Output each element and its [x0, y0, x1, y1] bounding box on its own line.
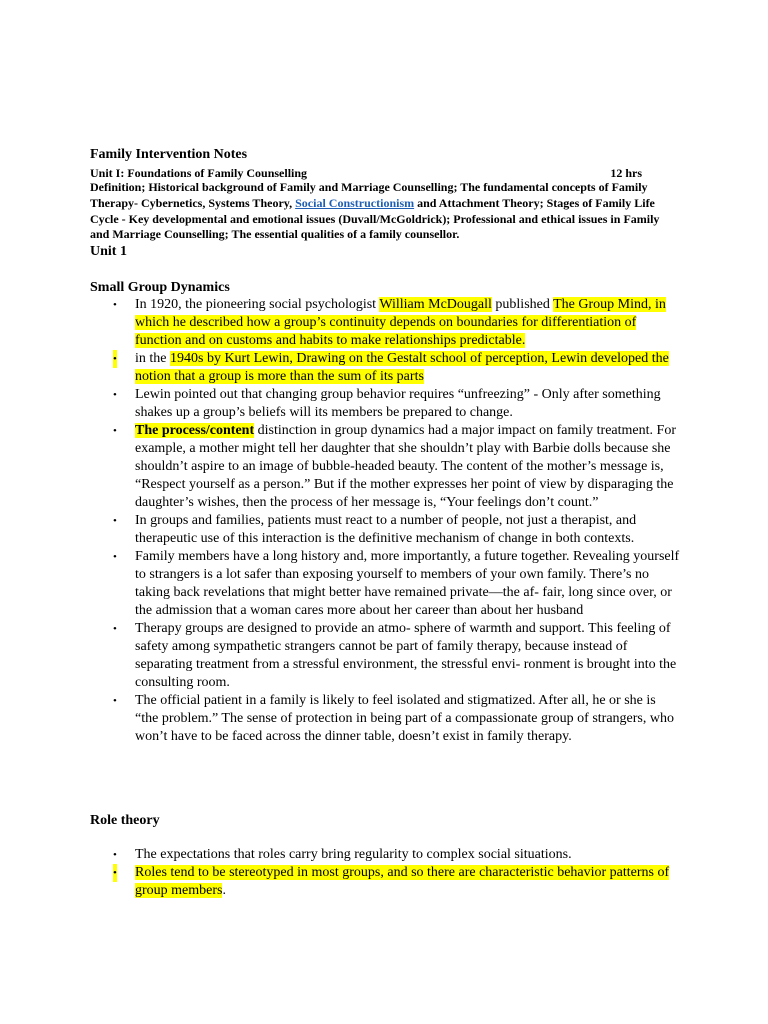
list-item — [90, 296, 680, 350]
bullet-icon: • — [113, 695, 117, 707]
document-title: Family Intervention Notes — [90, 147, 248, 162]
list-item — [90, 512, 680, 548]
bullet-icon: • — [113, 551, 117, 563]
list-item — [90, 620, 680, 692]
item-text: In groups and families, patients must react to a number of people, not just a therapist, and therapeutic use of this interaction is the definitive mechanism of change in both contexts. — [135, 513, 637, 546]
item-text: published — [491, 297, 554, 312]
list-item — [90, 422, 680, 512]
item-text: Therapy groups are designed to provide an atmo- sphere of warmth and support. This feeling of safety among sympathetic strangers cannot be part of family therapy, because instead of separating treatment from a stressful environment, the stressful envi- ronment is brought into the consulting room. — [135, 621, 677, 690]
bullet-icon: • — [113, 389, 117, 401]
list-item — [90, 548, 680, 620]
list-item — [90, 350, 680, 386]
unit-hours: 12 hrs — [610, 166, 642, 180]
list-item — [90, 386, 680, 422]
item-text: Lewin pointed out that changing group behavior requires “unfreezing” - Only after something shakes up a group’s beliefs will its members be prepared to change. — [135, 387, 661, 420]
item-text: The official patient in a family is likely to feel isolated and stigmatized. After all, he or she is “the problem.” The sense of protection in being part of a compassionate group of strangers, who won’t have to be faced across the dinner table, doesn’t exist in family therapy. — [135, 693, 674, 744]
bullet-icon: • — [113, 864, 117, 882]
highlighted-text: The Group Mind, in which he described how a group’s continuity depends on boundaries for differentiation of function and on customs and habits to make relationships predictable. — [135, 297, 666, 348]
highlighted-text: William McDougall — [379, 297, 492, 312]
bullet-icon: • — [113, 425, 117, 437]
role-theory-heading: Role theory — [90, 813, 160, 828]
bullet-icon: • — [113, 299, 117, 311]
bullet-icon: • — [113, 350, 117, 368]
highlighted-bold-text: The process/content — [135, 423, 255, 438]
item-text: The expectations that roles carry bring regularity to complex social situations. — [135, 847, 572, 862]
item-text: In 1920, the pioneering social psychologist — [135, 297, 380, 312]
syllabus-text-2: and Attachment Theory; Stages of Family Life Cycle - Key developmental and emotional issues (Duvall/McGoldrick); Professional and ethical issues in Family and Marriage Counselling; The essential qualities of a family counsellor. — [90, 195, 660, 242]
bullet-icon: • — [113, 849, 117, 861]
item-text: Family members have a long history and, more importantly, a future together. Revealing yourself to strangers is a lot safer than exposing yourself to members of your own family. There’s no taking back revelations that might better have remained private—the af- fair, long since over, or the admission that a woman cares more about her career than about her husband — [135, 549, 680, 618]
small-group-bullet-list — [90, 296, 680, 746]
bullet-icon: • — [113, 515, 117, 527]
list-item — [90, 692, 680, 746]
unit-heading-line — [90, 166, 642, 181]
item-text: in the — [135, 351, 170, 366]
list-item — [90, 846, 680, 864]
item-text: distinction in group dynamics had a major impact on family treatment. For example, a mother might tell her daughter that she shouldn’t play with Barbie dolls because she shouldn’t aspire to an image of bubble-headed beauty. The content of the mother’s message is, “Respect yourself as a person.” But if the mother expresses her point of view by disparaging the daughter’s wishes, then the process of her message is, “Your feelings don’t count.” — [135, 423, 676, 510]
highlighted-text: 1940s by Kurt Lewin, Drawing on the Gestalt school of perception, Lewin developed the notion that a group is more than the sum of its parts — [135, 351, 669, 384]
unit-title: Unit I: Foundations of Family Counselling — [90, 166, 308, 180]
unit-1-heading: Unit 1 — [90, 244, 127, 259]
item-text: . — [222, 883, 226, 898]
social-constructionism-link[interactable]: Social Constructionism — [295, 195, 415, 210]
small-group-dynamics-heading: Small Group Dynamics — [90, 280, 230, 295]
role-theory-bullet-list — [90, 846, 680, 900]
highlighted-text: Roles tend to be stereotyped in most groups, and so there are characteristic behavior patterns of group members — [135, 865, 670, 898]
list-item — [90, 864, 680, 900]
bullet-icon: • — [113, 623, 117, 635]
syllabus-text-1: Definition; Historical background of Family and Marriage Counselling; The fundamental concepts of Family Therapy- Cybernetics, Systems Theory, — [90, 180, 648, 210]
syllabus-paragraph — [90, 180, 680, 243]
